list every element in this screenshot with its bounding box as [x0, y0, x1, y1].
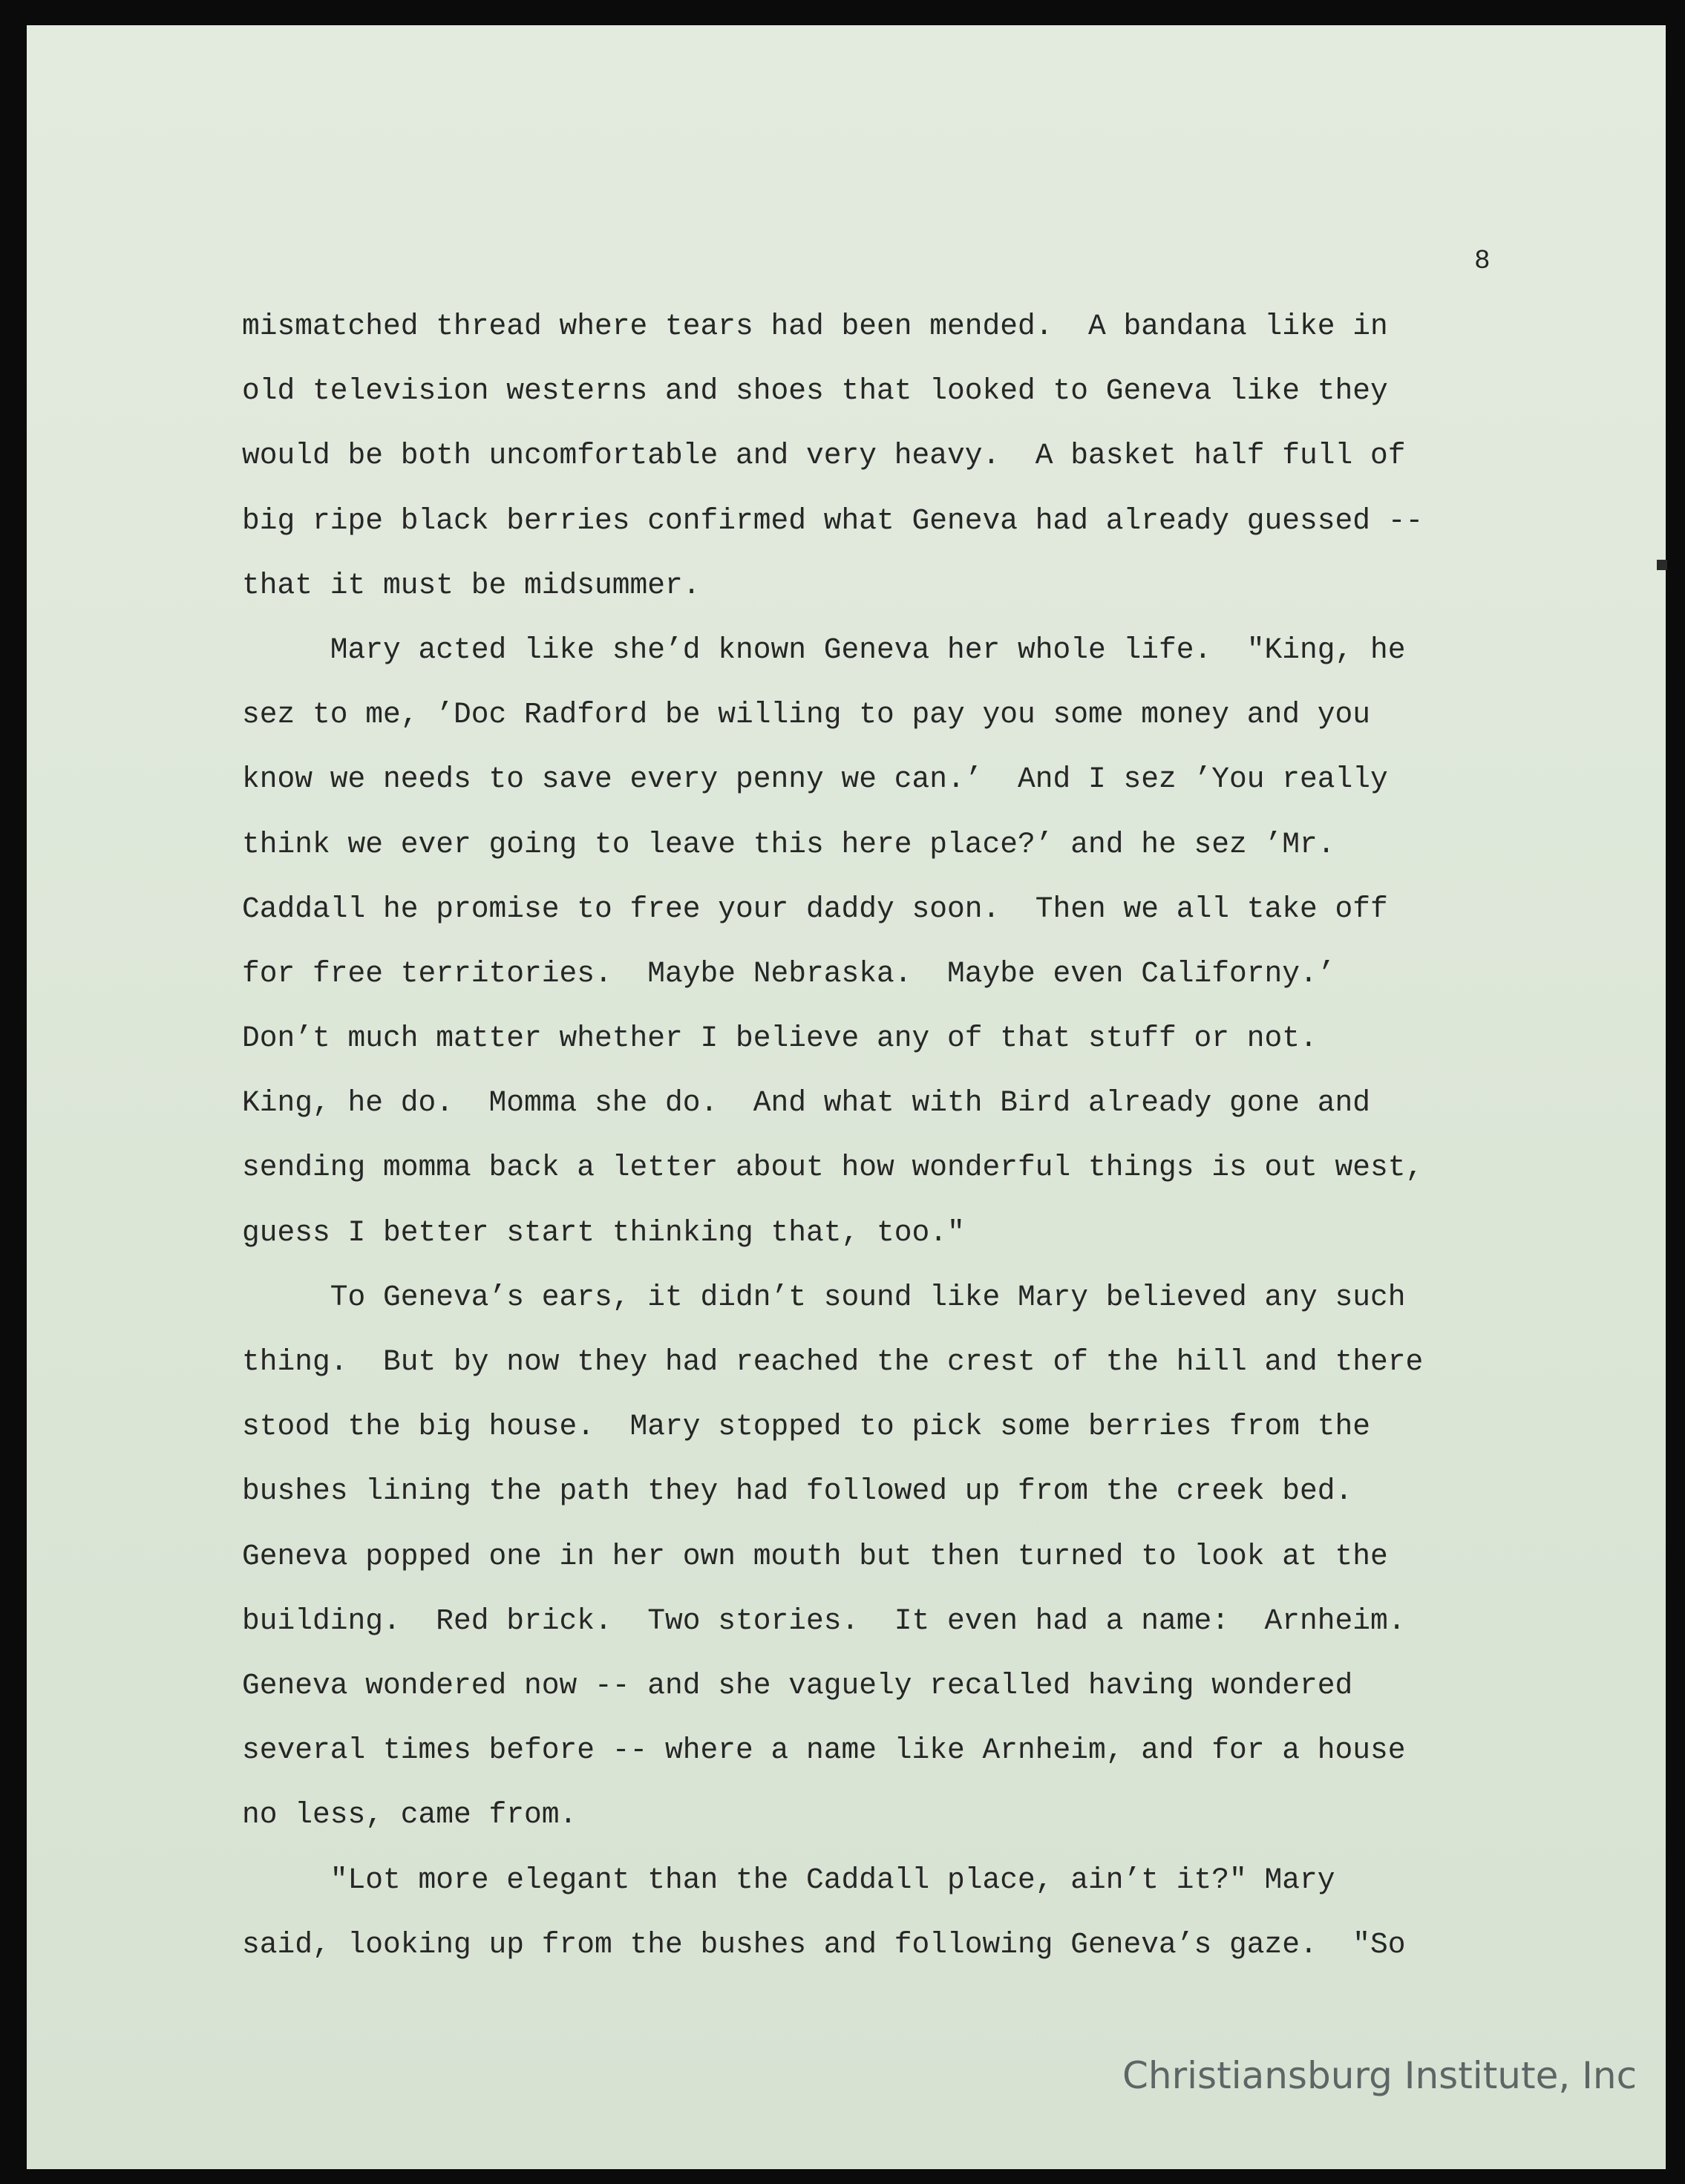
text-line: King, he do. Momma she do. And what with Bird already gone and: [242, 1086, 1371, 1120]
text-line: sending momma back a letter about how wonderful things is out west,: [242, 1151, 1424, 1185]
text-line: "Lot more elegant than the Caddall place, ain’t it?" Mary: [242, 1863, 1335, 1897]
text-line: bushes lining the path they had followed up from the creek bed.: [242, 1474, 1353, 1508]
text-line: would be both uncomfortable and very heavy. A basket half full of: [242, 439, 1406, 473]
manuscript-page: [27, 25, 1666, 2169]
edge-mark: [1657, 560, 1667, 570]
text-line: mismatched thread where tears had been mended. A bandana like in: [242, 310, 1388, 343]
text-line: old television westerns and shoes that looked to Geneva like they: [242, 374, 1388, 408]
body-text: [242, 303, 1500, 1986]
text-line: To Geneva’s ears, it didn’t sound like Mary believed any such: [242, 1280, 1406, 1314]
text-line: know we needs to save every penny we can.’ And I sez ’You really: [242, 762, 1388, 797]
text-line: stood the big house. Mary stopped to pick some berries from the: [242, 1410, 1371, 1444]
text-line: said, looking up from the bushes and following Geneva’s gaze. "So: [242, 1927, 1406, 1961]
text-line: Don’t much matter whether I believe any of that stuff or not.: [242, 1021, 1318, 1056]
text-line: several times before -- where a name like Arnheim, and for a house: [242, 1733, 1406, 1768]
text-line: big ripe black berries confirmed what Geneva had already guessed --: [242, 503, 1424, 537]
text-line: sez to me, ’Doc Radford be willing to pay you some money and you: [242, 698, 1371, 732]
text-line: building. Red brick. Two stories. It even had a name: Arnheim.: [242, 1603, 1406, 1638]
text-line: for free territories. Maybe Nebraska. Maybe even Californy.’: [242, 956, 1335, 990]
text-line: guess I better start thinking that, too.": [242, 1215, 965, 1249]
text-line: Geneva popped one in her own mouth but then turned to look at the: [242, 1539, 1388, 1573]
text-line: Caddall he promise to free your daddy soon. Then we all take off: [242, 892, 1388, 926]
page-number: 8: [1474, 246, 1491, 276]
text-line: Geneva wondered now -- and she vaguely recalled having wondered: [242, 1668, 1353, 1702]
text-line: no less, came from.: [242, 1798, 578, 1832]
text-line: that it must be midsummer.: [242, 568, 701, 602]
watermark: Christiansburg Institute, Inc: [1122, 2054, 1637, 2097]
text-line: Mary acted like she’d known Geneva her whole life. "King, he: [242, 632, 1406, 667]
text-line: think we ever going to leave this here place?’ and he sez ’Mr.: [242, 827, 1335, 861]
text-line: thing. But by now they had reached the crest of the hill and there: [242, 1345, 1424, 1379]
